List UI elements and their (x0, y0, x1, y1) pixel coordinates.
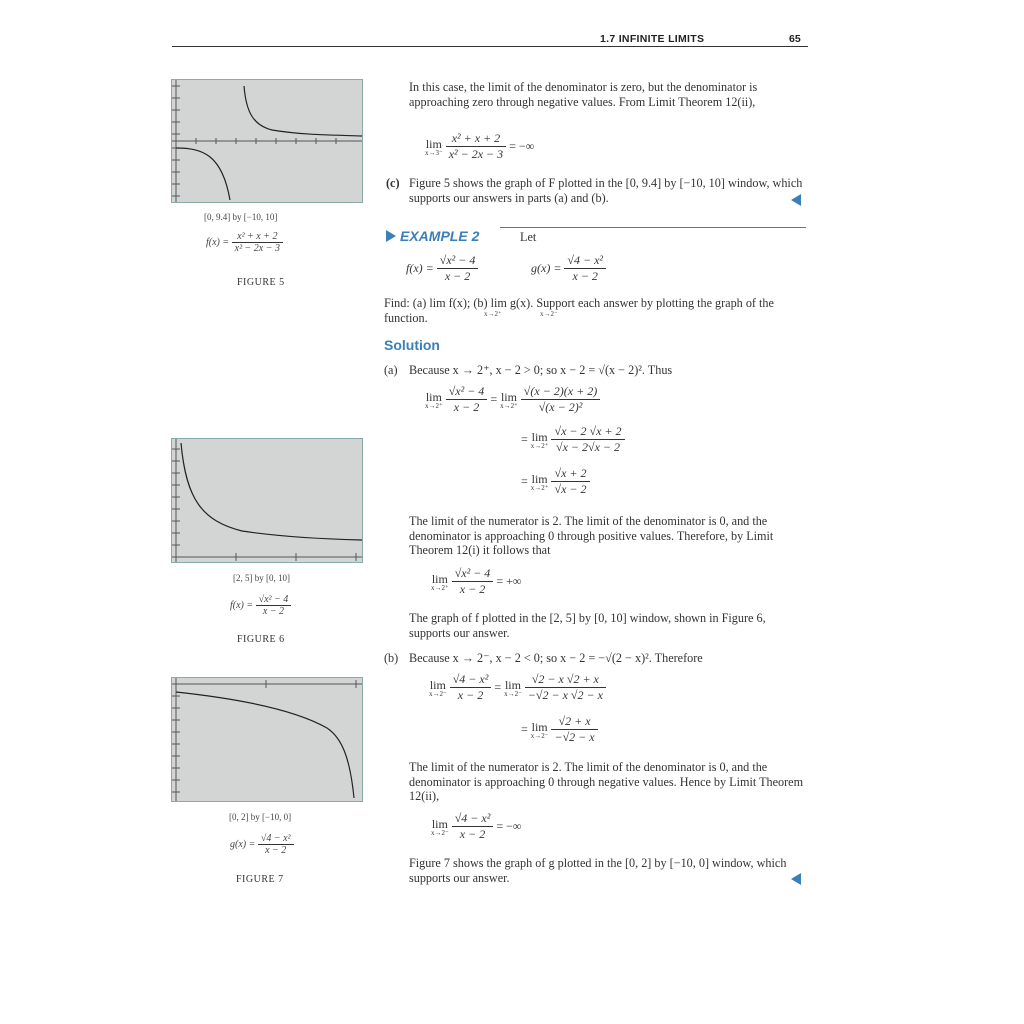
definition-f: f(x) = $\frac{\text{√x² − 4}}{x - 2}$ (406, 253, 478, 284)
figure-5-formula-den: x² − 2x − 3 (234, 243, 280, 254)
end-of-example-marker (791, 194, 801, 206)
figure-7-formula (230, 833, 294, 856)
example-arrow-icon (386, 230, 396, 242)
equation-limit-1: lim x→3⁻ $\frac{\text{x² + x + 2}}{\text{x² − 2x − 3}}$ = −∞ (425, 131, 535, 161)
running-head: 1.7 INFINITE LIMITS (600, 33, 705, 45)
find-sub-a: x→2⁺ (484, 310, 502, 318)
example-title: EXAMPLE 2 (400, 228, 480, 244)
figure-6-formula-lhs: f(x) = (230, 600, 254, 611)
figure-5-graph (171, 79, 363, 203)
equation-a-3: = lim x→2⁺ $\frac{√x + 2}{√x - 2}$ (521, 466, 590, 497)
figure-7-formula-lhs: g(x) = (230, 839, 256, 850)
equation-a-1: lim x→2⁺ $\frac{\text{√x² − 4}}{x - 2}$ = lim x→2⁺ $\frac{√(x - 2)(x + 2)}{\text{√(x − 2)²}}$ (425, 384, 600, 415)
figure-6-label: FIGURE 6 (237, 634, 285, 645)
figure-5-window: [0, 9.4] by [−10, 10] (204, 212, 278, 222)
figure-7-formula-num: √4 − x² (258, 833, 294, 845)
solution-title: Solution (384, 337, 440, 353)
find-text: Find: (a) lim f(x); (b) lim g(x). Support each answer by plotting the graph of the function. (384, 296, 774, 325)
figure-5-formula-num: x² + x + 2 (232, 231, 283, 243)
definition-g: g(x) = $\frac{\text{√4 − x²}}{x - 2}$ (531, 253, 606, 284)
figure-5-label: FIGURE 5 (237, 277, 285, 288)
part-b-paragraph-2: The limit of the numerator is 2. The limit of the denominator is 0, and the denominator is approaching 0 through negative values. Hence by Limit Theorem 12(ii), (409, 760, 804, 804)
paragraph-intro: In this case, the limit of the denominator is zero, but the denominator is approaching zero through negative values. From Limit Theorem 12(ii), (409, 80, 758, 109)
part-b-paragraph-3: Figure 7 shows the graph of g plotted in the [0, 2] by [−10, 0] window, which supports our answer. (409, 856, 787, 885)
example-let: Let (520, 230, 537, 244)
figure-7-label: FIGURE 7 (236, 874, 284, 885)
equation-b-1: lim x→2⁻ $\frac{\text{√4 − x²}}{x - 2}$ = lim x→2⁻ $\frac{√2 - x √2 + x}{-√2 - x √2 - x}$ (429, 672, 606, 703)
paragraph-c-label: (c) (386, 176, 400, 190)
figure-7-window: [0, 2] by [−10, 0] (229, 812, 292, 822)
paragraph-c: Figure 5 shows the graph of F plotted in the [0, 9.4] by [−10, 10] window, which supports our answers in parts (a) and (b). (409, 176, 803, 205)
example-rule (500, 227, 806, 228)
part-a-paragraph-2: The limit of the numerator is 2. The limit of the denominator is 0, and the denominator is approaching 0 through positive values. Therefore, by Limit Theorem 12(i) it follows that (409, 514, 774, 558)
figure-6-graph (171, 438, 363, 563)
figure-6-window: [2, 5] by [0, 10] (233, 573, 290, 583)
equation-b-result: lim x→2⁻ $\frac{\text{√4 − x²}}{x - 2}$ = −∞ (431, 811, 522, 841)
part-a-label: (a) (384, 363, 398, 377)
figure-5-formula-lhs: f(x) = (206, 237, 230, 248)
end-of-solution-marker (791, 873, 801, 885)
header-rule (172, 46, 808, 47)
equation-a-result: lim x→2⁺ $\frac{\text{√x² − 4}}{x - 2}$ = +∞ (431, 566, 522, 596)
page-number: 65 (789, 33, 801, 45)
figure-5-formula (206, 231, 283, 254)
part-b-label: (b) (384, 651, 399, 665)
figure-6-formula (230, 594, 291, 617)
equation-b-2: = lim x→2⁻ $\frac{√2 + x}{-√2 - x}$ (521, 714, 598, 745)
figure-6-formula-den: x − 2 (262, 606, 285, 617)
part-b-text: Because x → 2⁻, x − 2 < 0; so x − 2 = −√(2 − x)². Therefore (409, 651, 703, 665)
find-sub-b: x→2⁻ (540, 310, 558, 318)
part-a-text: Because x → 2⁺, x − 2 > 0; so x − 2 = √(x − 2)². Thus (409, 363, 673, 377)
figure-7-graph (171, 677, 363, 802)
equation-a-2: = lim x→2⁺ $\frac{√x - 2 √x + 2}{√x - 2√x - 2}$ (521, 424, 625, 455)
figure-6-formula-num: √x² − 4 (256, 594, 292, 606)
figure-7-formula-den: x − 2 (265, 845, 287, 856)
part-a-paragraph-3: The graph of f plotted in the [2, 5] by [0, 10] window, shown in Figure 6, supports our answer. (409, 611, 766, 640)
